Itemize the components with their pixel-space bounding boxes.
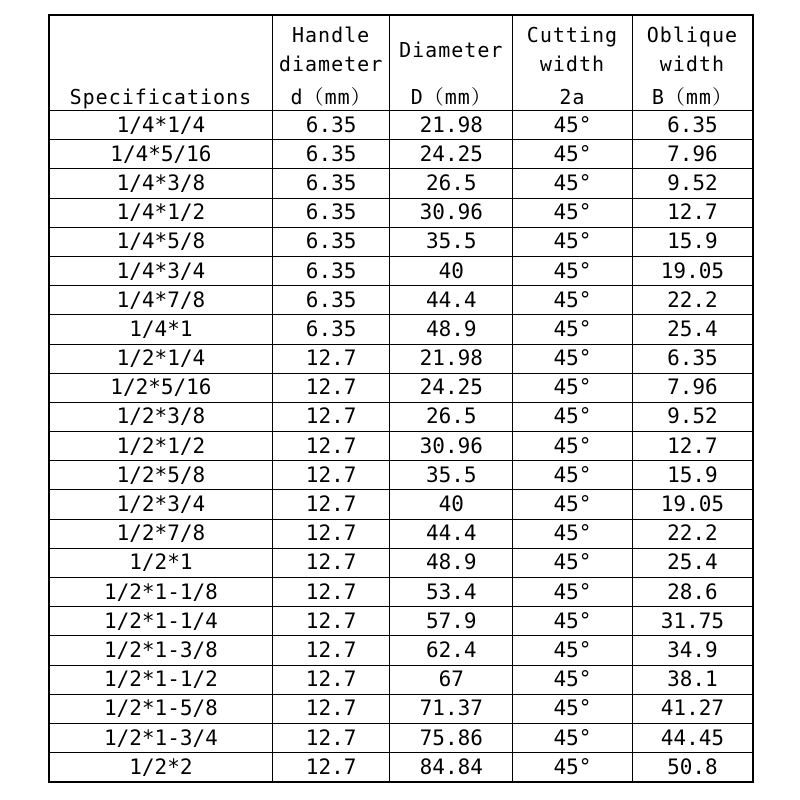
handle-diameter-cell: 12.7 (272, 548, 390, 577)
diameter-cell: 24.25 (390, 140, 513, 169)
cutting-width-cell: 45° (513, 315, 633, 344)
oblique-width-cell: 7.96 (632, 140, 753, 169)
spec-cell: 1/2*5/16 (49, 373, 272, 402)
spec-cell: 1/4*1/4 (49, 111, 272, 140)
spec-cell: 1/2*1-1/2 (49, 665, 272, 694)
unit-cell-handle-diameter: d（mm） (272, 84, 390, 111)
cutting-width-cell: 45° (513, 227, 633, 256)
table-row (49, 636, 753, 665)
handle-diameter-cell: 12.7 (272, 636, 390, 665)
oblique-width-cell: 15.9 (632, 227, 753, 256)
table-row (49, 402, 753, 431)
diameter-cell: 30.96 (390, 432, 513, 461)
spec-cell: 1/4*3/4 (49, 256, 272, 285)
oblique-width-cell: 9.52 (632, 402, 753, 431)
header-text: diameter (278, 52, 384, 76)
handle-diameter-cell: 6.35 (272, 256, 390, 285)
spec-cell: 1/2*5/8 (49, 461, 272, 490)
diameter-cell: 35.5 (390, 227, 513, 256)
unit-cell-oblique-width: B（mm） (632, 84, 753, 111)
handle-diameter-cell: 6.35 (272, 140, 390, 169)
table-row (49, 694, 753, 723)
spec-cell: 1/2*1-5/8 (49, 694, 272, 723)
handle-diameter-cell: 12.7 (272, 723, 390, 752)
header-text: Oblique (646, 23, 739, 47)
handle-diameter-cell: 12.7 (272, 519, 390, 548)
diameter-cell: 67 (390, 665, 513, 694)
table-row (49, 665, 753, 694)
table-row (49, 607, 753, 636)
diameter-cell: 44.4 (390, 286, 513, 315)
spec-cell: 1/2*1/2 (49, 432, 272, 461)
oblique-width-cell: 6.35 (632, 111, 753, 140)
spec-cell: 1/4*5/16 (49, 140, 272, 169)
cutting-width-cell: 45° (513, 519, 633, 548)
diameter-cell: 21.98 (390, 344, 513, 373)
oblique-width-cell: 19.05 (632, 256, 753, 285)
diameter-cell: 71.37 (390, 694, 513, 723)
spec-cell: 1/2*2 (49, 753, 272, 783)
spec-cell: 1/2*1 (49, 548, 272, 577)
oblique-width-cell: 19.05 (632, 490, 753, 519)
oblique-width-cell: 15.9 (632, 461, 753, 490)
spec-cell: 1/2*7/8 (49, 519, 272, 548)
handle-diameter-cell: 6.35 (272, 198, 390, 227)
handle-diameter-cell: 12.7 (272, 753, 390, 783)
diameter-cell: 57.9 (390, 607, 513, 636)
table-row (49, 315, 753, 344)
cutting-width-cell: 45° (513, 344, 633, 373)
table-row (49, 548, 753, 577)
header-cell-oblique-width (632, 15, 753, 84)
handle-diameter-cell: 6.35 (272, 286, 390, 315)
table-row (49, 373, 753, 402)
unit-cell-cutting-width: 2a (513, 84, 633, 111)
header-text: Handle (291, 23, 371, 47)
handle-diameter-cell: 6.35 (272, 315, 390, 344)
table-row (49, 344, 753, 373)
table-row (49, 753, 753, 783)
spec-cell: 1/2*1-3/8 (49, 636, 272, 665)
handle-diameter-cell: 6.35 (272, 227, 390, 256)
spec-cell: 1/2*1-3/4 (49, 723, 272, 752)
diameter-cell: 44.4 (390, 519, 513, 548)
diameter-cell: 53.4 (390, 578, 513, 607)
oblique-width-cell: 12.7 (632, 198, 753, 227)
oblique-width-cell: 7.96 (632, 373, 753, 402)
diameter-cell: 84.84 (390, 753, 513, 783)
header-cell-specifications-title (49, 15, 272, 84)
handle-diameter-cell: 12.7 (272, 402, 390, 431)
table-row (49, 140, 753, 169)
header-unit-row (49, 84, 753, 111)
diameter-cell: 30.96 (390, 198, 513, 227)
table-row (49, 461, 753, 490)
handle-diameter-cell: 12.7 (272, 461, 390, 490)
table-row (49, 723, 753, 752)
unit-cell-diameter: D（mm） (390, 84, 513, 111)
diameter-cell: 26.5 (390, 402, 513, 431)
cutting-width-cell: 45° (513, 490, 633, 519)
spec-cell: 1/4*3/8 (49, 169, 272, 198)
cutting-width-cell: 45° (513, 665, 633, 694)
oblique-width-cell: 38.1 (632, 665, 753, 694)
header-title-row (49, 15, 753, 84)
spec-cell: 1/4*1 (49, 315, 272, 344)
handle-diameter-cell: 12.7 (272, 490, 390, 519)
cutting-width-cell: 45° (513, 111, 633, 140)
cutting-width-cell: 45° (513, 723, 633, 752)
header-text: Cutting (526, 23, 619, 47)
table-row (49, 519, 753, 548)
header-cell-cutting-width (513, 15, 633, 84)
table-row (49, 432, 753, 461)
diameter-cell: 24.25 (390, 373, 513, 402)
diameter-cell: 35.5 (390, 461, 513, 490)
handle-diameter-cell: 12.7 (272, 607, 390, 636)
table-row (49, 227, 753, 256)
oblique-width-cell: 28.6 (632, 578, 753, 607)
oblique-width-cell: 6.35 (632, 344, 753, 373)
cutting-width-cell: 45° (513, 373, 633, 402)
header-cell-specifications: Specifications (49, 84, 272, 111)
oblique-width-cell: 22.2 (632, 519, 753, 548)
cutting-width-cell: 45° (513, 636, 633, 665)
handle-diameter-cell: 12.7 (272, 432, 390, 461)
diameter-cell: 48.9 (390, 548, 513, 577)
header-text: Diameter (399, 37, 504, 62)
cutting-width-cell: 45° (513, 694, 633, 723)
diameter-cell: 40 (390, 490, 513, 519)
table-row (49, 490, 753, 519)
cutting-width-cell: 45° (513, 286, 633, 315)
cutting-width-cell: 45° (513, 753, 633, 783)
cutting-width-cell: 45° (513, 607, 633, 636)
table-row (49, 286, 753, 315)
handle-diameter-cell: 6.35 (272, 111, 390, 140)
diameter-cell: 75.86 (390, 723, 513, 752)
spec-cell: 1/4*7/8 (49, 286, 272, 315)
oblique-width-cell: 44.45 (632, 723, 753, 752)
oblique-width-cell: 31.75 (632, 607, 753, 636)
spec-cell: 1/2*3/4 (49, 490, 272, 519)
cutting-width-cell: 45° (513, 402, 633, 431)
handle-diameter-cell: 12.7 (272, 373, 390, 402)
table-row (49, 198, 753, 227)
cutting-width-cell: 45° (513, 198, 633, 227)
oblique-width-cell: 25.4 (632, 548, 753, 577)
diameter-cell: 62.4 (390, 636, 513, 665)
diameter-cell: 48.9 (390, 315, 513, 344)
cutting-width-cell: 45° (513, 461, 633, 490)
cutting-width-cell: 45° (513, 432, 633, 461)
header-text: width (659, 52, 725, 76)
table-row (49, 578, 753, 607)
cutting-width-cell: 45° (513, 578, 633, 607)
cutting-width-cell: 45° (513, 548, 633, 577)
table-body (49, 15, 753, 782)
header-text: width (539, 52, 606, 76)
oblique-width-cell: 34.9 (632, 636, 753, 665)
handle-diameter-cell: 12.7 (272, 578, 390, 607)
oblique-width-cell: 9.52 (632, 169, 753, 198)
cutting-width-cell: 45° (513, 169, 633, 198)
handle-diameter-cell: 12.7 (272, 344, 390, 373)
handle-diameter-cell: 6.35 (272, 169, 390, 198)
handle-diameter-cell: 12.7 (272, 694, 390, 723)
diameter-cell: 21.98 (390, 111, 513, 140)
spec-cell: 1/2*1/4 (49, 344, 272, 373)
table-row (49, 256, 753, 285)
oblique-width-cell: 25.4 (632, 315, 753, 344)
oblique-width-cell: 22.2 (632, 286, 753, 315)
spec-cell: 1/4*1/2 (49, 198, 272, 227)
oblique-width-cell: 41.27 (632, 694, 753, 723)
table-row (49, 169, 753, 198)
specifications-table (48, 14, 754, 783)
cutting-width-cell: 45° (513, 140, 633, 169)
oblique-width-cell: 50.8 (632, 753, 753, 783)
diameter-cell: 26.5 (390, 169, 513, 198)
cutting-width-cell: 45° (513, 256, 633, 285)
oblique-width-cell: 12.7 (632, 432, 753, 461)
header-cell-diameter (390, 15, 513, 84)
table-row (49, 111, 753, 140)
header-cell-handle-diameter (272, 15, 390, 84)
spec-cell: 1/4*5/8 (49, 227, 272, 256)
handle-diameter-cell: 12.7 (272, 665, 390, 694)
spec-cell: 1/2*1-1/4 (49, 607, 272, 636)
spec-cell: 1/2*3/8 (49, 402, 272, 431)
spec-cell: 1/2*1-1/8 (49, 578, 272, 607)
diameter-cell: 40 (390, 256, 513, 285)
